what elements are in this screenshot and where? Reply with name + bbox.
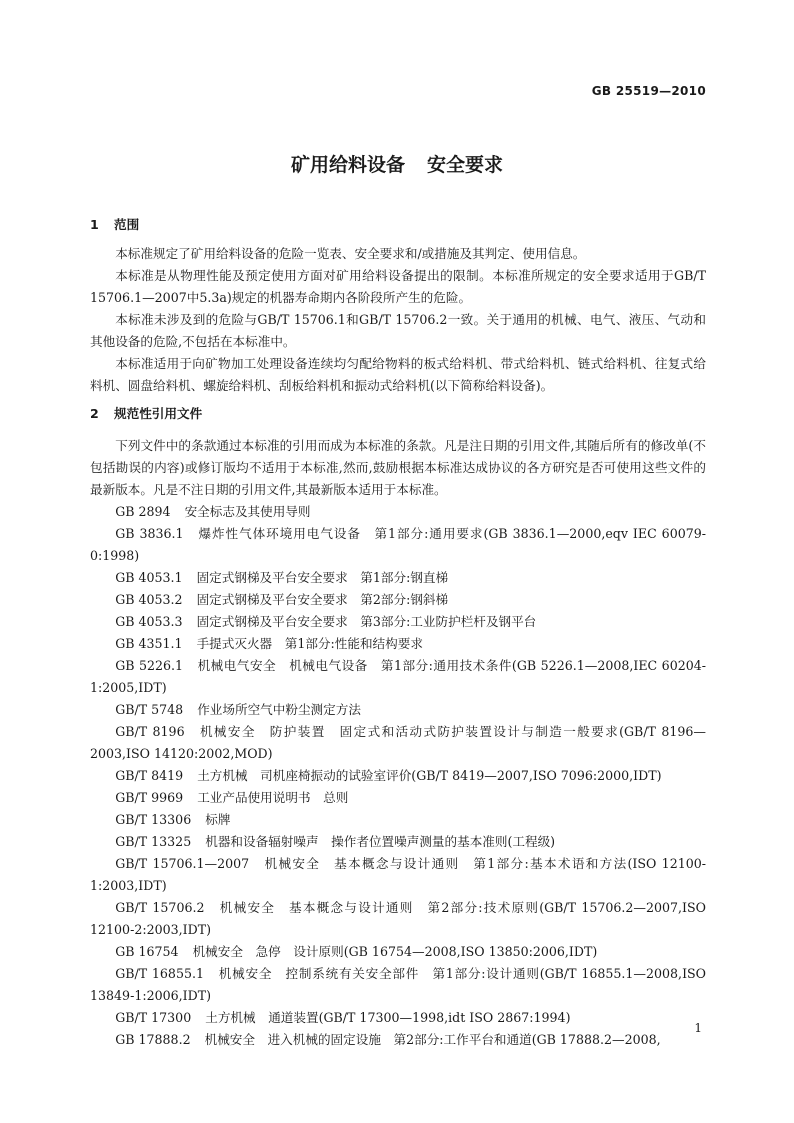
- title-part-2: 安全要求: [427, 154, 504, 176]
- section-1-heading: [90, 214, 706, 236]
- reference-item: [90, 611, 706, 633]
- document-body: [90, 214, 706, 1051]
- reference-title: 土方机械 司机座椅振动的试验室评价(GB/T 8419—2007,ISO 7096:2000,IDT): [197, 768, 662, 783]
- reference-title: 安全标志及其使用导则: [184, 504, 311, 519]
- reference-title: 土方机械 通道装置(GB/T 17300—1998,idt ISO 2867:1994): [205, 1010, 571, 1025]
- reference-code: GB/T 9969: [115, 790, 184, 805]
- reference-code: GB 16754: [115, 944, 179, 959]
- section-2-heading: [90, 403, 706, 425]
- reference-item: [90, 787, 706, 809]
- reference-item: [90, 831, 706, 853]
- reference-title: 固定式钢梯及平台安全要求 第1部分:钢直梯: [196, 570, 449, 585]
- reference-item: [90, 501, 706, 523]
- reference-item: [90, 941, 706, 963]
- reference-title: 机械电气安全 机械电气设备 第1部分:通用技术条件(GB 5226.1—2008,IEC 60204-1:2005,IDT): [90, 658, 706, 695]
- reference-item: [90, 523, 706, 567]
- reference-title: 机械安全 防护装置 固定式和活动式防护装置设计与制造一般要求(GB/T 8196—2003,ISO 14120:2002,MOD): [90, 724, 706, 761]
- reference-item: [90, 765, 706, 787]
- reference-item: [90, 963, 706, 1007]
- reference-code: GB 5226.1: [115, 658, 184, 673]
- reference-item: [90, 809, 706, 831]
- scope-paragraph-3: 本标准未涉及到的危险与GB/T 15706.1和GB/T 15706.2一致。关于通用的机械、电气、液压、气动和其他设备的危险,不包括在本标准中。: [90, 312, 706, 349]
- reference-item: [90, 633, 706, 655]
- reference-item: [90, 1029, 706, 1051]
- reference-code: GB/T 13306: [115, 812, 192, 827]
- section-2-title: 规范性引用文件: [114, 406, 203, 421]
- reference-title: 机械安全 急停 设计原则(GB 16754—2008,ISO 13850:2006,IDT): [192, 944, 598, 959]
- reference-code: GB/T 16855.1: [115, 966, 204, 981]
- standard-number: GB 25519—2010: [591, 84, 706, 98]
- reference-code: GB/T 8196: [115, 724, 185, 739]
- reference-title: 固定式钢梯及平台安全要求 第2部分:钢斜梯: [196, 592, 449, 607]
- reference-title: 爆炸性气体环境用电气设备 第1部分:通用要求(GB 3836.1—2000,eqv IEC 60079-0:1998): [90, 526, 706, 563]
- section-1-title: 范围: [114, 217, 140, 232]
- reference-code: GB/T 13325: [115, 834, 192, 849]
- page-title: [0, 150, 794, 177]
- section-2-number: 2: [90, 406, 99, 421]
- reference-code: GB 4053.1: [115, 570, 183, 585]
- reference-code: GB 4351.1: [115, 636, 183, 651]
- reference-code: GB/T 15706.1—2007: [115, 856, 250, 871]
- reference-item: [90, 721, 706, 765]
- reference-item: [90, 897, 706, 941]
- reference-title: 机械安全 控制系统有关安全部件 第1部分:设计通则(GB/T 16855.1—2008,ISO 13849-1:2006,IDT): [90, 966, 706, 1003]
- reference-title: 机械安全 基本概念与设计通则 第1部分:基本术语和方法(ISO 12100-1:2003,IDT): [90, 856, 706, 893]
- reference-code: GB 2894: [115, 504, 171, 519]
- reference-title: 机械安全 进入机械的固定设施 第2部分:工作平台和通道(GB 17888.2—2008,: [204, 1032, 661, 1047]
- reference-code: GB/T 8419: [115, 768, 184, 783]
- reference-item: [90, 699, 706, 721]
- reference-code: GB/T 5748: [115, 702, 184, 717]
- reference-title: 手提式灭火器 第1部分:性能和结构要求: [196, 636, 423, 651]
- section-1-number: 1: [90, 217, 99, 232]
- page-number: 1: [694, 1021, 702, 1035]
- reference-list: [90, 501, 706, 1051]
- reference-title: 工业产品使用说明书 总则: [197, 790, 349, 805]
- reference-title: 标牌: [205, 812, 231, 827]
- references-intro: 下列文件中的条款通过本标准的引用而成为本标准的条款。凡是注日期的引用文件,其随后所有的修改单(不包括勘误的内容)或修订版均不适用于本标准,然而,鼓励根据本标准达成协议的各方研究是否可使用这些文件的最新版本。凡是不注日期的引用文件,其最新版本适用于本标准。: [90, 438, 706, 497]
- reference-code: GB/T 15706.2: [115, 900, 205, 915]
- scope-paragraph-4: 本标准适用于向矿物加工处理设备连续均匀配给物料的板式给料机、带式给料机、链式给料机、往复式给料机、圆盘给料机、螺旋给料机、刮板给料机和振动式给料机(以下简称给料设备)。: [90, 356, 706, 393]
- reference-item: [90, 1007, 706, 1029]
- scope-paragraph-1: 本标准规定了矿用给料设备的危险一览表、安全要求和/或措施及其判定、使用信息。: [115, 246, 586, 261]
- reference-item: [90, 589, 706, 611]
- reference-item: [90, 567, 706, 589]
- reference-title: 作业场所空气中粉尘测定方法: [197, 702, 361, 717]
- scope-paragraph-2: 本标准是从物理性能及预定使用方面对矿用给料设备提出的限制。本标准所规定的安全要求适用于GB/T 15706.1—2007中5.3a)规定的机器寿命期内各阶段所产生的危险。: [90, 268, 706, 305]
- reference-item: [90, 655, 706, 699]
- reference-code: GB 4053.2: [115, 592, 183, 607]
- reference-code: GB/T 17300: [115, 1010, 192, 1025]
- reference-title: 机器和设备辐射噪声 操作者位置噪声测量的基本准则(工程级): [205, 834, 556, 849]
- reference-title: 固定式钢梯及平台安全要求 第3部分:工业防护栏杆及钢平台: [196, 614, 537, 629]
- reference-code: GB 17888.2: [115, 1032, 191, 1047]
- reference-code: GB 3836.1: [115, 526, 184, 541]
- reference-code: GB 4053.3: [115, 614, 183, 629]
- title-part-1: 矿用给料设备: [290, 154, 405, 176]
- reference-title: 机械安全 基本概念与设计通则 第2部分:技术原则(GB/T 15706.2—2007,ISO 12100-2:2003,IDT): [90, 900, 706, 937]
- reference-item: [90, 853, 706, 897]
